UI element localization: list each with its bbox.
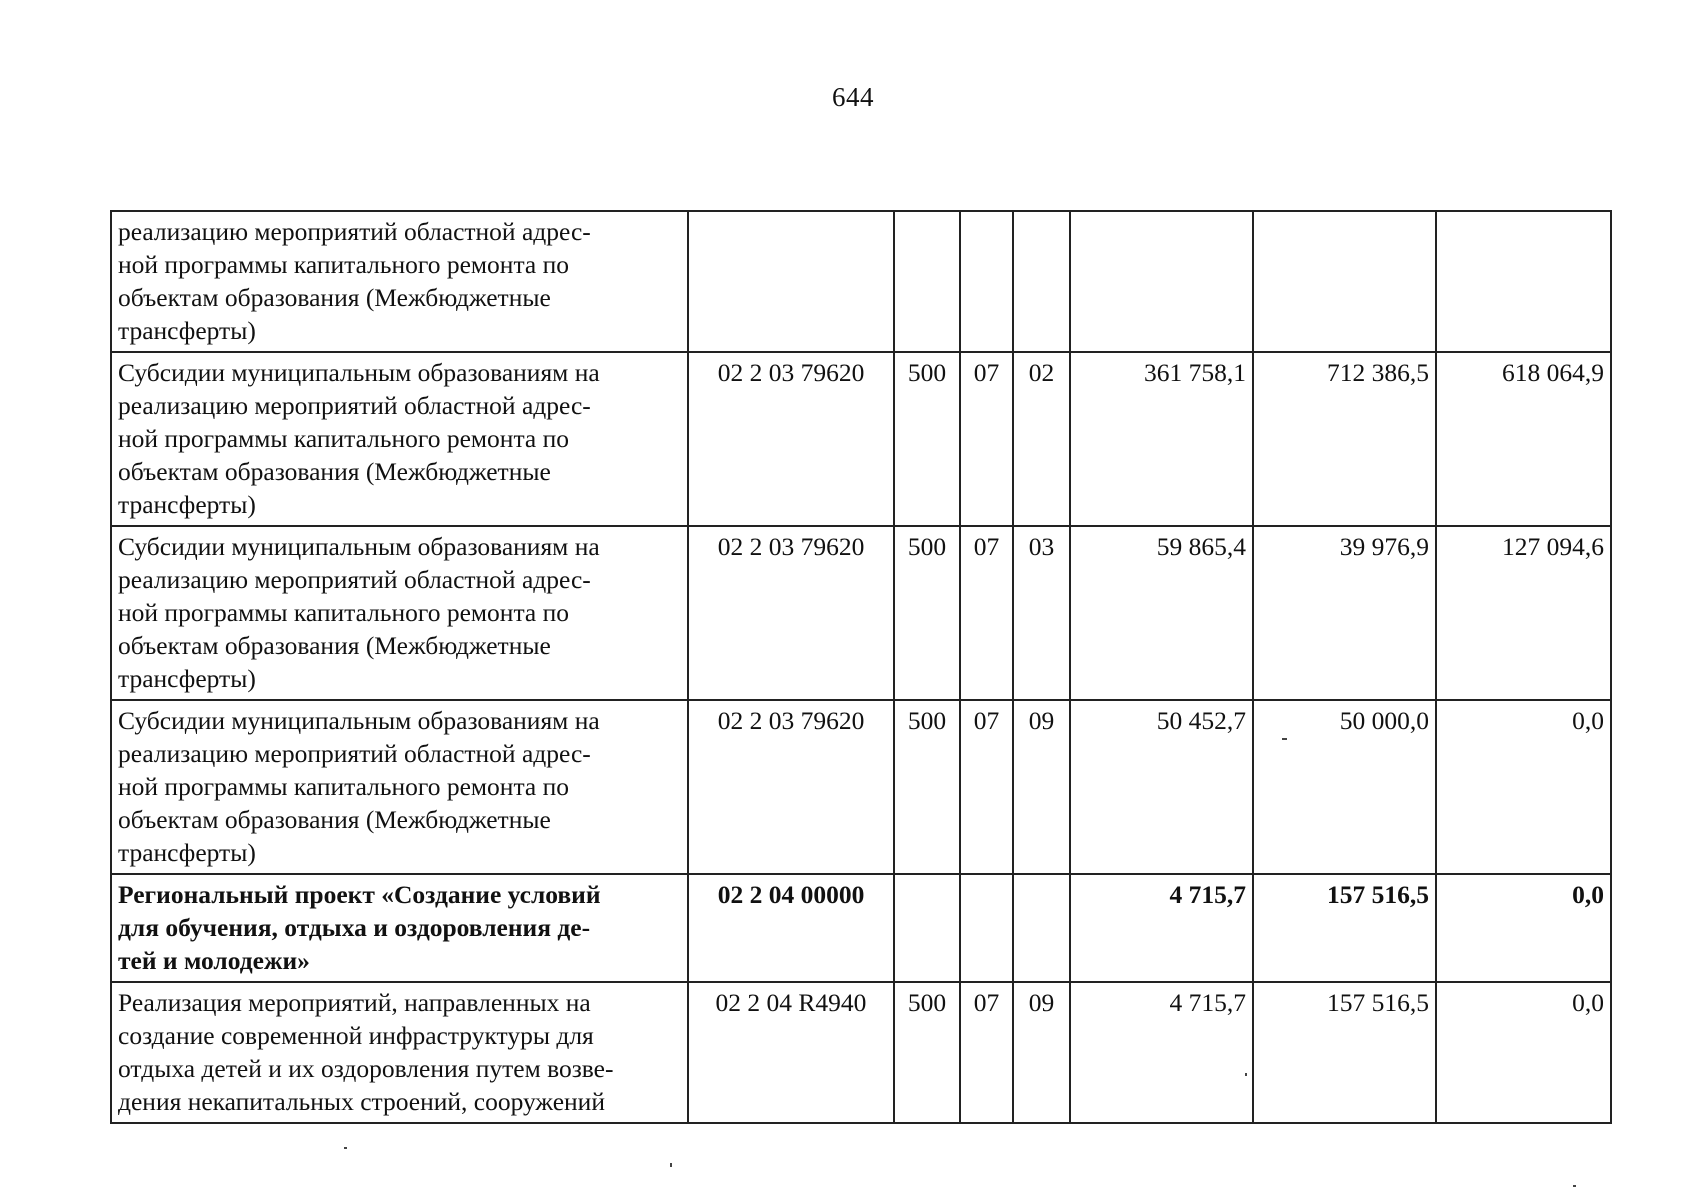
row-description: Субсидии муниципальным образованиям на реализацию мероприятий областной адрес- ной программы капитального ремонта по объектам образования (Межбюджетные трансферты) [111,526,688,700]
amount-year-1: 4 715,7 [1070,982,1253,1123]
subsection-code: 03 [1013,526,1070,700]
target-article-code: 02 2 03 79620 [688,526,894,700]
amount-year-3: 0,0 [1436,982,1611,1123]
amount-year-3: 0,0 [1436,874,1611,982]
expense-type-code [894,874,960,982]
target-article-code: 02 2 04 00000 [688,874,894,982]
section-code [960,211,1013,352]
table-row [111,211,1611,352]
row-description: Региональный проект «Создание условий для обучения, отдыха и оздоровления де- тей и молодежи» [111,874,688,982]
expense-type-code [894,211,960,352]
row-description: Реализация мероприятий, направленных на создание современной инфраструктуры для отдыха детей и их оздоровления путем возве- дения некапитальных строений, сооружений [111,982,688,1123]
table-row [111,700,1611,874]
amount-year-2: 157 516,5 [1253,982,1436,1123]
expense-type-code: 500 [894,352,960,526]
section-code: 07 [960,352,1013,526]
amount-year-3: 618 064,9 [1436,352,1611,526]
amount-year-3: 0,0 [1436,700,1611,874]
table-row [111,982,1611,1123]
target-article-code [688,211,894,352]
target-article-code: 02 2 04 R4940 [688,982,894,1123]
subsection-code [1013,874,1070,982]
row-description: Субсидии муниципальным образованиям на реализацию мероприятий областной адрес- ной программы капитального ремонта по объектам образования (Межбюджетные трансферты) [111,700,688,874]
subsection-code [1013,211,1070,352]
expense-type-code: 500 [894,526,960,700]
section-code: 07 [960,982,1013,1123]
amount-year-1: 4 715,7 [1070,874,1253,982]
subsection-code: 09 [1013,700,1070,874]
scan-speck [1573,1185,1576,1187]
amount-year-1 [1070,211,1253,352]
amount-year-2 [1253,211,1436,352]
row-description: Субсидии муниципальным образованиям на реализацию мероприятий областной адрес- ной программы капитального ремонта по объектам образования (Межбюджетные трансферты) [111,352,688,526]
table-row [111,526,1611,700]
expense-type-code: 500 [894,982,960,1123]
amount-year-2: 157 516,5 [1253,874,1436,982]
amount-year-1: 50 452,7 [1070,700,1253,874]
section-code: 07 [960,700,1013,874]
budget-table [110,210,1612,1124]
scan-speck [1282,738,1287,740]
amount-year-1: 59 865,4 [1070,526,1253,700]
amount-year-2: 712 386,5 [1253,352,1436,526]
section-code: 07 [960,526,1013,700]
amount-year-3: 127 094,6 [1436,526,1611,700]
scan-speck [344,1147,347,1149]
subsection-code: 02 [1013,352,1070,526]
amount-year-2: 50 000,0 [1253,700,1436,874]
page-number: 644 [832,82,874,112]
subsection-code: 09 [1013,982,1070,1123]
target-article-code: 02 2 03 79620 [688,700,894,874]
scan-speck [670,1163,672,1167]
table-row [111,352,1611,526]
amount-year-3 [1436,211,1611,352]
amount-year-1: 361 758,1 [1070,352,1253,526]
table-row [111,874,1611,982]
scan-speck [1245,1073,1247,1076]
amount-year-2: 39 976,9 [1253,526,1436,700]
target-article-code: 02 2 03 79620 [688,352,894,526]
expense-type-code: 500 [894,700,960,874]
section-code [960,874,1013,982]
row-description: реализацию мероприятий областной адрес- ной программы капитального ремонта по объектам образования (Межбюджетные трансферты) [111,211,688,352]
